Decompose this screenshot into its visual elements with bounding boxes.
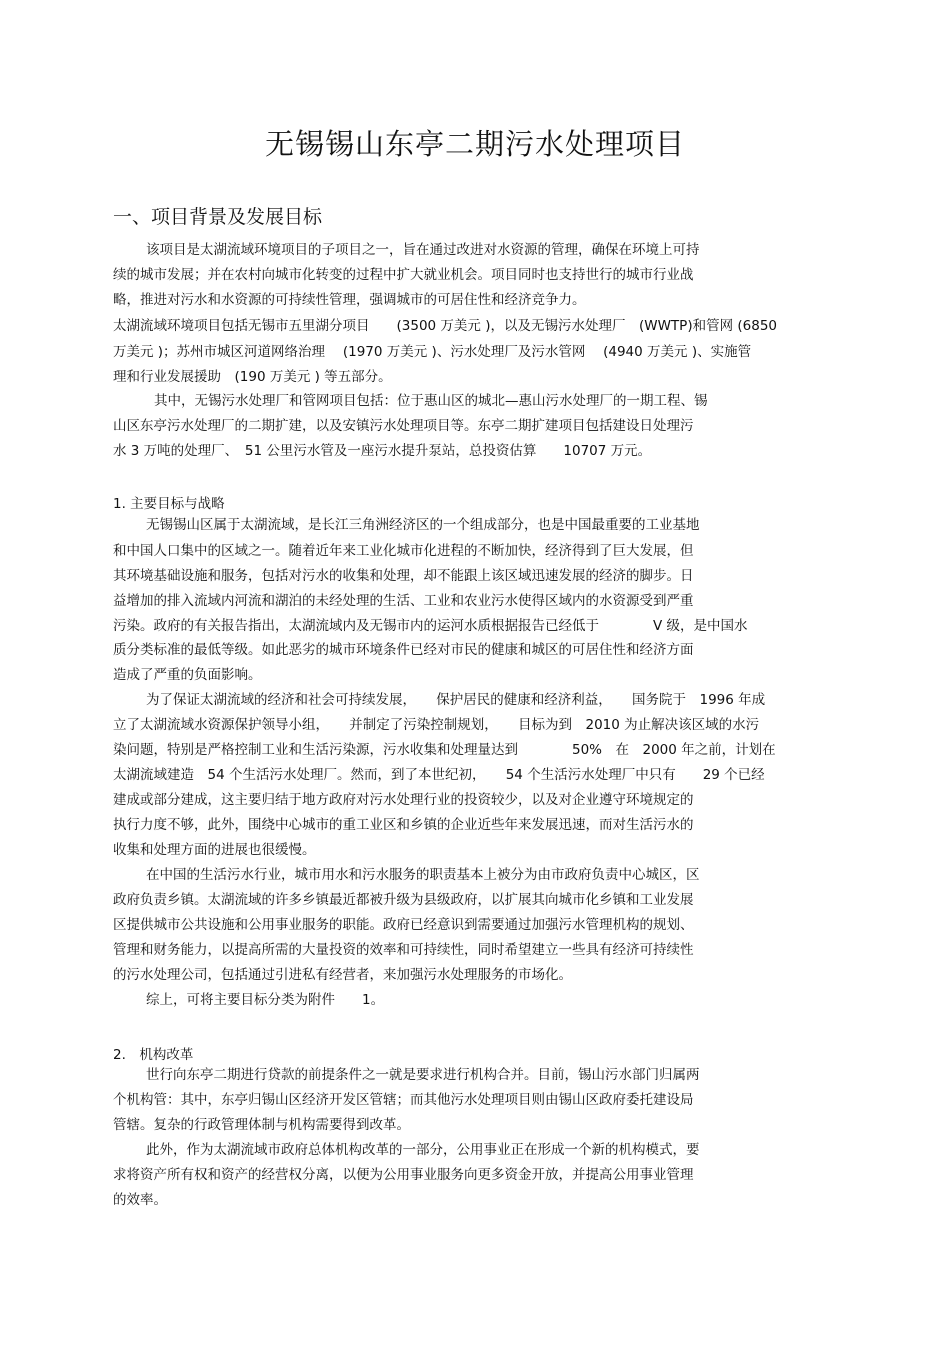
paragraph-line: 个机构管：其中，东亭归锡山区经济开发区管辖；而其他污水处理项目则由锡山区政府委托建设局 — [113, 1092, 694, 1108]
paragraph-line: 其环境基础设施和服务，包括对污水的收集和处理，却不能跟上该区域迅速发展的经济的脚步。日 — [113, 568, 694, 584]
paragraph-line: 水 3 万吨的处理厂、 51 公里污水管及一座污水提升泵站，总投资估算 10707 万元。 — [113, 443, 652, 459]
paragraph-line: 政府负责乡镇。太湖流域的许多乡镇最近都被升级为县级政府，以扩展其向城市化乡镇和工业发展 — [113, 892, 694, 908]
paragraph-line: 染问题，特别是严格控制工业和生活污染源，污水收集和处理量达到 50% 在 2000 年之前，计划在 — [113, 742, 776, 758]
paragraph-line: 质分类标准的最低等级。如此恶劣的城市环境条件已经对市民的健康和城区的可居住性和经济方面 — [113, 642, 694, 658]
paragraph-line: 造成了严重的负面影响。 — [113, 667, 262, 683]
subsection-heading-goals: 1. 主要目标与战略 — [113, 496, 225, 512]
paragraph-line: 在中国的生活污水行业，城市用水和污水服务的职责基本上被分为由市政府负责中心城区，区 — [146, 867, 700, 883]
section-heading-background: 一、项目背景及发展目标 — [113, 206, 323, 228]
document-title: 无锡锡山东亭二期污水处理项目 — [264, 127, 685, 161]
paragraph-line: 此外，作为太湖流域市政府总体机构改革的一部分，公用事业正在形成一个新的机构模式，要 — [146, 1142, 700, 1158]
paragraph-line: 益增加的排入流域内河流和湖泊的未经处理的生活、工业和农业污水使得区域内的水资源受到严重 — [113, 593, 694, 609]
paragraph-line: 综上，可将主要目标分类为附件 1。 — [146, 992, 385, 1008]
paragraph-line: 略，推进对污水和水资源的可持续性管理，强调城市的可居住性和经济竞争力。 — [113, 292, 586, 308]
paragraph-line: 执行力度不够，此外，围绕中心城市的重工业区和乡镇的企业近些年来发展迅速，而对生活污水的 — [113, 817, 694, 833]
paragraph-line: 污染。政府的有关报告指出，太湖流域内及无锡市内的运河水质根据报告已经低于 V 级，是中国水 — [113, 618, 748, 634]
paragraph-line: 山区东亭污水处理厂的二期扩建，以及安镇污水处理项目等。东亭二期扩建项目包括建设日处理污 — [113, 418, 694, 434]
subsection-heading-reform: 2. 机构改革 — [113, 1047, 194, 1063]
paragraph-line: 其中，无锡污水处理厂和管网项目包括：位于惠山区的城北—惠山污水处理厂的一期工程、锡 — [154, 393, 708, 409]
paragraph-line: 为了保证太湖流域的经济和社会可持续发展， 保护居民的健康和经济利益， 国务院于 1996 年成 — [146, 692, 766, 708]
paragraph-line: 管辖。复杂的行政管理体制与机构需要得到改革。 — [113, 1117, 410, 1133]
paragraph-line: 和中国人口集中的区域之一。随着近年来工业化城市化进程的不断加快，经济得到了巨大发展，但 — [113, 543, 694, 559]
paragraph-line: 立了太湖流域水资源保护领导小组， 并制定了污染控制规划， 目标为到 2010 为止解决该区域的水污 — [113, 717, 760, 733]
paragraph-line: 理和行业发展援助 (190 万美元 ) 等五部分。 — [113, 369, 392, 385]
paragraph-line: 续的城市发展；并在农村向城市化转变的过程中扩大就业机会。项目同时也支持世行的城市行业战 — [113, 267, 694, 283]
paragraph-line: 建成或部分建成，这主要归结于地方政府对污水处理行业的投资较少，以及对企业遵守环境规定的 — [113, 792, 694, 808]
paragraph-line: 区提供城市公共设施和公用事业服务的职能。政府已经意识到需要通过加强污水管理机构的规划、 — [113, 917, 694, 933]
paragraph-line: 太湖流域环境项目包括无锡市五里湖分项目 (3500 万美元 )，以及无锡污水处理厂 (WWTP)和管网 (6850 — [113, 318, 778, 334]
paragraph-line: 万美元 )；苏州市城区河道网络治理 (1970 万美元 )、污水处理厂及污水管网 (4940 万美元 )、实施管 — [113, 344, 752, 360]
paragraph-line: 求将资产所有权和资产的经营权分离，以便为公用事业服务向更多资金开放，并提高公用事业管理 — [113, 1167, 694, 1183]
paragraph-line: 管理和财务能力，以提高所需的大量投资的效率和可持续性，同时希望建立一些具有经济可持续性 — [113, 942, 694, 958]
paragraph-line: 的污水处理公司，包括通过引进私有经营者，来加强污水处理服务的市场化。 — [113, 967, 572, 983]
paragraph-line: 该项目是太湖流域环境项目的子项目之一，旨在通过改进对水资源的管理，确保在环境上可持 — [146, 242, 700, 258]
paragraph-line: 太湖流域建造 54 个生活污水处理厂。然而，到了本世纪初， 54 个生活污水处理厂中只有 29 个已经 — [113, 767, 765, 783]
paragraph-line: 的效率。 — [113, 1192, 167, 1208]
paragraph-line: 无锡锡山区属于太湖流域，是长江三角洲经济区的一个组成部分，也是中国最重要的工业基地 — [146, 517, 700, 533]
paragraph-line: 世行向东亭二期进行贷款的前提条件之一就是要求进行机构合并。目前，锡山污水部门归属两 — [146, 1067, 700, 1083]
paragraph-line: 收集和处理方面的进展也很缓慢。 — [113, 842, 316, 858]
